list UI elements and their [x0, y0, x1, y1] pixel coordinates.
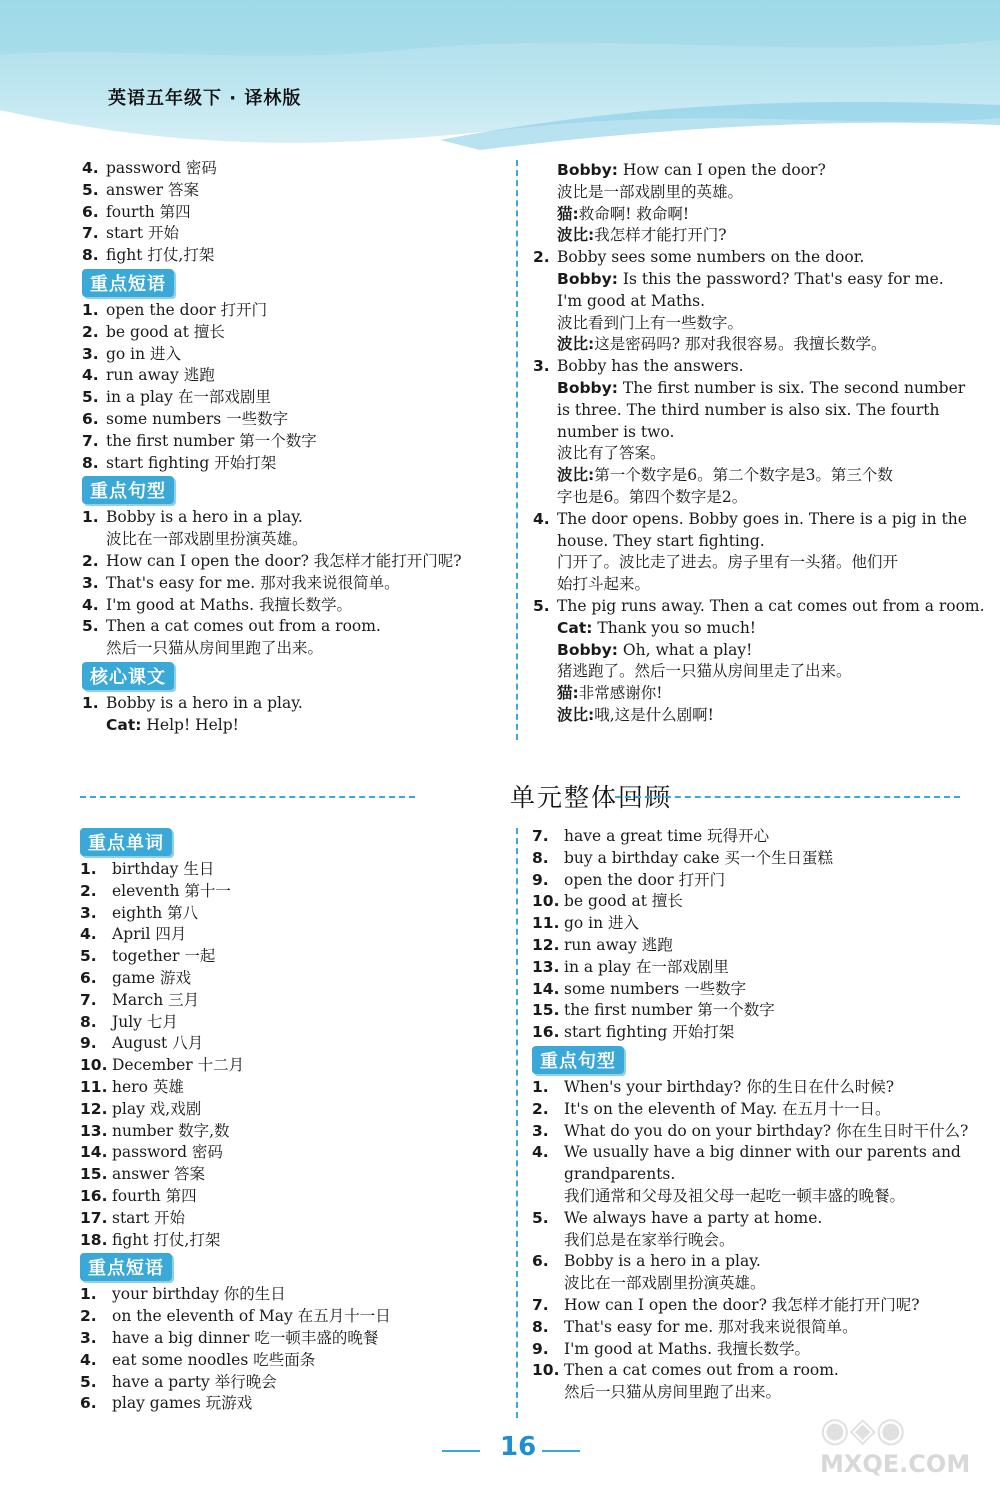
item-number: 7.: [532, 827, 549, 845]
list-item: [533, 509, 967, 531]
item-number: 4.: [82, 595, 99, 614]
column-divider: [516, 160, 518, 740]
item-text: start fighting 开始打架: [106, 453, 277, 472]
list-item: [532, 1077, 962, 1099]
bottom-left-column: [80, 826, 505, 1415]
item-text: in a play 在一部戏剧里: [564, 957, 729, 976]
list-item: [533, 531, 963, 553]
item-text: play games 玩游戏: [112, 1394, 253, 1413]
item-text: 波比看到门上有一些数字。: [557, 313, 744, 332]
item-text: have a big dinner 吃一顿丰盛的晚餐: [112, 1328, 379, 1347]
item-number: 15.: [80, 1165, 108, 1184]
list-item: [82, 715, 507, 737]
item-text: some numbers 一些数字: [564, 979, 747, 998]
item-text: is three. The third number is also six. The fourth: [557, 400, 940, 419]
list-item: [533, 487, 963, 509]
item-text: Oh, what a play!: [617, 640, 753, 659]
list-item: [532, 1164, 962, 1186]
item-number: 4.: [533, 509, 550, 528]
item-text: Bobby is a hero in a play.: [564, 1252, 761, 1271]
item-text: fourth 第四: [106, 202, 191, 221]
book-title: 英语五年级下 · 译林版: [108, 88, 302, 109]
list-item: [80, 881, 505, 903]
item-number: 13.: [532, 957, 560, 976]
item-number: 8.: [532, 848, 549, 867]
item-text: Thank you so much!: [592, 618, 757, 637]
item-text: some numbers 一些数字: [106, 409, 289, 428]
item-text: Bobby is a hero in a play.: [106, 508, 303, 527]
list-item: [82, 180, 507, 202]
item-number: 8.: [80, 1012, 97, 1031]
item-text: start 开始: [112, 1208, 185, 1227]
item-number: 3.: [80, 1328, 97, 1347]
item-number: 4.: [80, 1350, 97, 1369]
list-item: [82, 344, 507, 366]
list-item: [532, 870, 962, 892]
list-item: [532, 891, 962, 913]
list-item: [82, 507, 507, 529]
list-item: [80, 1328, 505, 1350]
item-number: 10.: [532, 1361, 560, 1380]
list-item: [533, 683, 963, 705]
item-number: 6.: [532, 1252, 549, 1271]
item-number: 8.: [82, 246, 99, 265]
item-text: be good at 擅长: [106, 322, 225, 341]
section-badge: 重点句型: [82, 476, 174, 504]
item-text: the first number 第一个数字: [106, 431, 317, 450]
list-item: [532, 935, 962, 957]
item-number: 8.: [82, 453, 99, 472]
wave-decoration: [0, 0, 1000, 150]
item-number: 7.: [82, 224, 99, 243]
list-item: [80, 1121, 505, 1143]
list-item: [532, 1142, 962, 1164]
item-text: December 十二月: [112, 1056, 245, 1075]
list-item: [82, 202, 507, 224]
item-number: 7.: [82, 431, 99, 450]
section-title: 单元整体回顾: [510, 783, 673, 812]
list-item: [80, 1230, 505, 1252]
item-text: run away 逃跑: [106, 366, 215, 385]
item-number: 1.: [82, 508, 99, 527]
item-number: 9.: [532, 1339, 549, 1358]
item-text: I'm good at Maths.: [557, 291, 706, 310]
list-item: [532, 957, 962, 979]
list-item: [532, 1317, 962, 1339]
list-item: [532, 1295, 962, 1317]
list-item: [80, 1186, 505, 1208]
item-text: 然后一只猫从房间里跑了出来。: [106, 639, 324, 658]
item-text: 猪逃跑了。然后一只猫从房间里走了出来。: [557, 662, 852, 681]
speaker-label: Bobby:: [557, 378, 618, 397]
list-item: [532, 1360, 962, 1382]
section-badge: 重点短语: [82, 269, 174, 297]
page-header: [0, 0, 1000, 150]
list-item: [82, 300, 507, 322]
list-item: [533, 574, 963, 596]
item-text: We always have a party at home.: [564, 1208, 823, 1227]
item-number: 2.: [82, 551, 99, 570]
item-text: 救命啊! 救命啊!: [578, 204, 690, 223]
item-text: play 戏,戏剧: [112, 1099, 202, 1118]
item-text: together 一起: [112, 947, 216, 966]
item-text: house. They start fighting.: [557, 531, 765, 550]
list-item: [80, 1055, 505, 1077]
list-item: [532, 1230, 962, 1252]
item-number: 10.: [532, 892, 560, 911]
item-number: 1.: [82, 300, 99, 319]
item-number: 12.: [80, 1099, 108, 1118]
list-item: [80, 1393, 505, 1415]
page-number-rule-left: [442, 1450, 480, 1452]
list-item: [80, 946, 505, 968]
item-number: 14.: [532, 979, 560, 998]
item-number: 3.: [533, 357, 550, 376]
item-number: 5.: [533, 596, 550, 615]
list-item: [80, 1033, 505, 1055]
list-item: [82, 529, 507, 551]
bottom-right-column: [532, 826, 969, 1404]
item-number: 17.: [80, 1208, 108, 1227]
item-text: your birthday 你的生日: [112, 1285, 286, 1304]
list-item: [80, 1142, 505, 1164]
list-item: [80, 903, 505, 925]
item-number: 6.: [82, 409, 99, 428]
list-item: [82, 616, 507, 638]
item-text: How can I open the door? 我怎样才能打开门呢?: [106, 551, 462, 570]
item-text: What do you do on your birthday? 你在生日时干什么?: [564, 1121, 969, 1140]
speaker-label: Cat:: [106, 715, 142, 734]
item-text: March 三月: [112, 990, 200, 1009]
item-text: Bobby has the answers.: [557, 357, 744, 376]
item-text: Bobby is a hero in a play.: [106, 693, 303, 712]
item-text: in a play 在一部戏剧里: [106, 388, 271, 407]
list-item: [532, 1099, 962, 1121]
item-number: 4.: [80, 925, 97, 944]
item-text: The pig runs away. Then a cat comes out from a room.: [557, 596, 985, 615]
list-item: [80, 924, 505, 946]
item-text: game 游戏: [112, 968, 191, 987]
list-item: [533, 160, 963, 182]
list-item: [532, 913, 962, 935]
page-number: 16: [500, 1432, 537, 1462]
item-text: grandparents.: [564, 1165, 676, 1184]
speaker-label: 波比:: [557, 705, 595, 724]
list-item: [532, 1208, 962, 1230]
list-item: [80, 968, 505, 990]
list-item: [82, 245, 507, 267]
item-text: fight 打仗,打架: [112, 1230, 221, 1249]
list-item: [82, 431, 507, 453]
list-item: [533, 356, 963, 378]
list-item: [532, 1000, 962, 1022]
item-text: the first number 第一个数字: [564, 1001, 775, 1020]
item-text: start 开始: [106, 224, 179, 243]
list-item: [532, 979, 962, 1001]
item-text: August 八月: [112, 1034, 204, 1053]
item-text: 门开了。波比走了进去。房子里有一头猪。他们开: [557, 553, 899, 572]
item-number: 2.: [82, 322, 99, 341]
item-text: fourth 第四: [112, 1186, 197, 1205]
item-number: 11.: [532, 914, 560, 933]
section-title-bar: [80, 776, 960, 816]
list-item: [80, 1012, 505, 1034]
item-text: start fighting 开始打架: [564, 1023, 735, 1042]
item-text: When's your birthday? 你的生日在什么时候?: [564, 1077, 895, 1096]
item-text: eleventh 第十一: [112, 881, 231, 900]
item-text: 我们通常和父母及祖父母一起吃一顿丰盛的晚餐。: [564, 1186, 906, 1205]
list-item: [80, 859, 505, 881]
item-number: 6.: [82, 202, 99, 221]
item-text: answer 答案: [106, 180, 199, 199]
section-badge: 核心课文: [82, 662, 174, 690]
list-item: [80, 1208, 505, 1230]
item-text: 我们总是在家举行晚会。: [564, 1230, 735, 1249]
item-text: 第一个数字是6。第二个数字是3。第三个数: [594, 466, 893, 485]
list-item: [82, 223, 507, 245]
list-item: [80, 1099, 505, 1121]
item-text: The door opens. Bobby goes in. There is a pig in the: [557, 509, 967, 528]
list-item: [80, 1306, 505, 1328]
page-number-rule-right: [542, 1450, 580, 1452]
watermark-text: MXQE.COM: [820, 1450, 971, 1478]
list-item: [533, 378, 966, 400]
item-text: Then a cat comes out from a room.: [106, 617, 381, 636]
list-item: [532, 1186, 962, 1208]
list-item: [532, 1022, 962, 1044]
list-item: [533, 465, 963, 487]
list-item: [82, 322, 507, 344]
item-number: 9.: [80, 1034, 97, 1053]
list-item: [82, 573, 507, 595]
item-number: 3.: [80, 903, 97, 922]
speaker-label: 波比:: [557, 226, 595, 245]
column-divider-bottom: [516, 828, 518, 1418]
item-number: 14.: [80, 1143, 108, 1162]
item-text: April 四月: [112, 925, 187, 944]
item-text: open the door 打开门: [564, 870, 726, 889]
item-text: How can I open the door?: [617, 161, 826, 179]
item-text: open the door 打开门: [106, 300, 268, 319]
list-item: [533, 618, 963, 640]
item-number: 5.: [82, 617, 99, 636]
item-text: eighth 第八: [112, 903, 199, 922]
item-text: Is this the password? That's easy for me.: [617, 269, 944, 288]
item-number: 4.: [532, 1143, 549, 1162]
item-text: 然后一只猫从房间里跑了出来。: [564, 1383, 782, 1402]
item-text: have a party 举行晚会: [112, 1372, 277, 1391]
item-text: We usually have a big dinner with our parents and: [564, 1143, 961, 1162]
item-text: That's easy for me. 那对我来说很简单。: [106, 573, 400, 592]
item-text: number 数字,数: [112, 1121, 230, 1140]
speaker-label: Cat:: [557, 618, 593, 637]
speaker-label: 波比:: [557, 466, 595, 485]
section-badge: 重点单词: [80, 828, 172, 856]
item-text: go in 进入: [106, 344, 182, 363]
list-item: [533, 596, 985, 618]
item-number: 10.: [80, 1056, 108, 1075]
item-text: 我怎样才能打开门?: [594, 226, 727, 245]
item-number: 4.: [82, 159, 99, 177]
item-number: 5.: [80, 1372, 97, 1391]
list-item: [533, 313, 963, 335]
item-number: 1.: [80, 1285, 97, 1304]
item-text: Then a cat comes out from a room.: [564, 1361, 839, 1380]
item-text: July 七月: [112, 1012, 178, 1031]
item-text: I'm good at Maths. 我擅长数学。: [106, 595, 352, 614]
list-item: [80, 1284, 505, 1306]
list-item: [532, 1382, 962, 1404]
section-badge: 重点短语: [80, 1253, 172, 1281]
item-text: 波比有了答案。: [557, 444, 666, 463]
item-number: 2.: [80, 881, 97, 900]
item-text: That's easy for me. 那对我来说很简单。: [564, 1317, 858, 1336]
item-number: 7.: [80, 990, 97, 1009]
item-text: number is two.: [557, 422, 675, 441]
item-text: 字也是6。第四个数字是2。: [557, 487, 748, 506]
list-item: [80, 1372, 505, 1394]
item-number: 5.: [82, 388, 99, 407]
item-text: How can I open the door? 我怎样才能打开门呢?: [564, 1295, 920, 1314]
item-text: fight 打仗,打架: [106, 246, 215, 265]
item-text: 哦,这是什么剧啊!: [594, 705, 714, 724]
item-number: 5.: [532, 1208, 549, 1227]
item-text: 波比在一部戏剧里扮演英雄。: [106, 530, 308, 549]
item-text: It's on the eleventh of May. 在五月十一日。: [564, 1099, 891, 1118]
list-item: [82, 693, 507, 715]
item-number: 3.: [82, 344, 99, 363]
item-number: 1.: [80, 860, 97, 878]
list-item: [533, 291, 963, 313]
section-divider-left: [80, 796, 415, 798]
list-item: [82, 409, 507, 431]
section-badge: 重点句型: [532, 1046, 624, 1074]
list-item: [533, 400, 963, 422]
list-item: [533, 640, 963, 662]
item-text: 波比在一部戏剧里扮演英雄。: [564, 1274, 766, 1293]
list-item: [533, 422, 963, 444]
item-number: 1.: [82, 693, 99, 712]
item-number: 12.: [532, 935, 560, 954]
item-number: 11.: [80, 1077, 108, 1096]
item-number: 8.: [532, 1317, 549, 1336]
item-text: hero 英雄: [112, 1077, 184, 1096]
watermark: [820, 1410, 970, 1478]
list-item: [532, 1339, 962, 1361]
speaker-label: Bobby:: [557, 161, 618, 179]
list-item: [82, 453, 507, 475]
item-text: 非常感谢你!: [578, 684, 663, 703]
item-number: 6.: [80, 1394, 97, 1413]
list-item: [532, 826, 962, 848]
item-text: password 密码: [106, 159, 217, 177]
list-item: [82, 638, 507, 660]
item-text: 始打斗起来。: [557, 575, 651, 594]
list-item: [533, 204, 963, 226]
item-number: 18.: [80, 1230, 108, 1249]
item-text: The first number is six. The second number: [617, 378, 966, 397]
item-number: 9.: [532, 870, 549, 889]
item-number: 1.: [532, 1077, 549, 1096]
item-number: 15.: [532, 1001, 560, 1020]
list-item: [532, 1273, 962, 1295]
item-text: run away 逃跑: [564, 935, 673, 954]
list-item: [533, 443, 963, 465]
list-item: [82, 387, 507, 409]
item-text: password 密码: [112, 1143, 223, 1162]
item-number: 13.: [80, 1121, 108, 1140]
item-text: I'm good at Maths. 我擅长数学。: [564, 1339, 810, 1358]
list-item: [80, 1077, 505, 1099]
item-number: 2.: [532, 1099, 549, 1118]
list-item: [533, 705, 963, 727]
speaker-label: 波比:: [557, 335, 595, 354]
item-number: 2.: [80, 1307, 97, 1326]
speaker-label: Bobby:: [557, 269, 618, 288]
list-item: [82, 595, 507, 617]
speaker-label: 猫:: [557, 684, 579, 703]
item-text: eat some noodles 吃些面条: [112, 1350, 316, 1369]
top-right-column: [533, 160, 985, 727]
item-number: 4.: [82, 366, 99, 385]
speaker-label: Bobby:: [557, 640, 618, 659]
list-item: [533, 182, 963, 204]
list-item: [532, 1121, 969, 1143]
item-text: 波比是一部戏剧里的英雄。: [557, 182, 744, 201]
list-item: [82, 365, 507, 387]
speaker-label: 猫:: [557, 204, 579, 223]
list-item: [533, 225, 963, 247]
list-item: [533, 552, 963, 574]
list-item: [82, 158, 507, 180]
item-text: on the eleventh of May 在五月十一日: [112, 1307, 391, 1326]
list-item: [533, 661, 963, 683]
item-text: have a great time 玩得开心: [564, 827, 770, 845]
item-text: birthday 生日: [112, 860, 215, 878]
list-item: [80, 990, 505, 1012]
item-text: answer 答案: [112, 1165, 205, 1184]
item-number: 16.: [532, 1023, 560, 1042]
list-item: [82, 551, 507, 573]
item-text: buy a birthday cake 买一个生日蛋糕: [564, 848, 834, 867]
item-number: 2.: [533, 248, 550, 267]
item-text: 这是密码吗? 那对我很容易。我擅长数学。: [594, 335, 887, 354]
item-text: be good at 擅长: [564, 892, 683, 911]
item-number: 7.: [532, 1295, 549, 1314]
item-text: Help! Help!: [141, 715, 239, 734]
list-item: [532, 848, 962, 870]
item-number: 5.: [80, 947, 97, 966]
list-item: [533, 334, 963, 356]
list-item: [533, 247, 963, 269]
item-number: 6.: [80, 968, 97, 987]
section-divider-right: [615, 796, 960, 798]
list-item: [80, 1350, 505, 1372]
list-item: [80, 1164, 505, 1186]
item-text: Bobby sees some numbers on the door.: [557, 248, 865, 267]
item-number: 3.: [532, 1121, 549, 1140]
watermark-logo-icon: ◉◈◉: [820, 1410, 906, 1450]
item-text: go in 进入: [564, 914, 640, 933]
top-left-column: [82, 158, 507, 737]
item-number: 5.: [82, 180, 99, 199]
list-item: [532, 1251, 962, 1273]
list-item: [533, 269, 963, 291]
item-number: 16.: [80, 1186, 108, 1205]
item-number: 3.: [82, 573, 99, 592]
